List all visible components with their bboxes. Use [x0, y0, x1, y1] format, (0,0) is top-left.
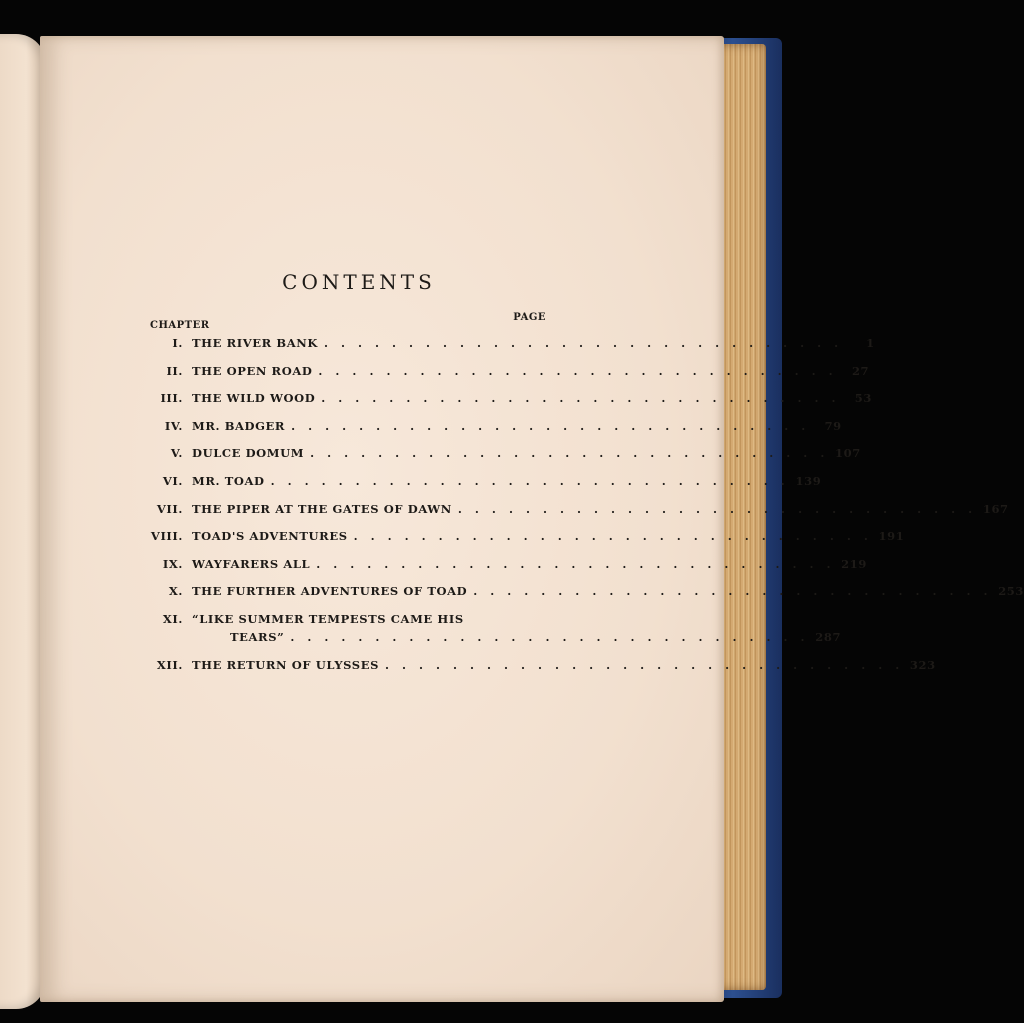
toc-entry: [144, 656, 936, 674]
dot-leader: . . . . . . . . . . . . . . . . . . . . . . . . . . . . . . .: [323, 336, 843, 350]
page-number: 79: [824, 418, 842, 433]
chapter-number: VIII.: [150, 529, 183, 544]
page-number: 139: [795, 473, 822, 488]
dot-leader: . . . . . . . . . . . . . . . . . . . . . . . . . . . . . . .: [310, 446, 829, 461]
toc-entry: [144, 472, 822, 490]
dot-leader: . . . . . . . . . . . . . . . . . . . . . . . . . . . . . . .: [291, 418, 810, 433]
dot-leader: . . . . . . . . . . . . . . . . . . . . . . . . . . . . . . .: [316, 556, 835, 571]
toc-entry: [144, 582, 1024, 600]
chapter-title: THE WILD WOOD: [192, 391, 316, 406]
chapter-title: THE PIPER AT THE GATES OF DAWN: [192, 501, 452, 516]
chapter-title: WAYFARERS ALL: [192, 556, 311, 571]
table-of-contents: [144, 270, 1024, 683]
chapter-title: DULCE DOMUM: [192, 446, 305, 461]
page-number: 219: [841, 556, 867, 571]
page-number: 323: [909, 657, 936, 672]
chapter-header: CHAPTER: [150, 320, 210, 331]
page-header: PAGE: [513, 312, 546, 323]
chapter-title: THE OPEN ROAD: [192, 363, 313, 378]
page-number: 53: [854, 391, 873, 406]
chapter-number: XII.: [156, 657, 183, 672]
chapter-title: TOAD'S ADVENTURES: [192, 529, 348, 544]
page-number: 191: [878, 529, 905, 544]
toc-entry: [144, 334, 875, 352]
page-number: 27: [851, 363, 870, 378]
chapter-number: IX.: [162, 556, 183, 571]
chapter-title: MR. BADGER: [192, 418, 286, 433]
chapter-title-continued: TEARS”: [230, 629, 285, 644]
chapter-number: IV.: [164, 418, 183, 433]
toc-entry: [144, 555, 867, 573]
dot-leader: . . . . . . . . . . . . . . . . . . . . . . . . . . . . . . .: [353, 529, 873, 544]
chapter-number: XI.: [162, 611, 183, 626]
column-headers: [144, 312, 554, 334]
chapter-number: VII.: [156, 501, 183, 516]
page-number: 167: [982, 501, 1009, 516]
toc-entry: [144, 444, 861, 462]
chapter-number: III.: [160, 391, 183, 406]
dot-leader: . . . . . . . . . . . . . . . . . . . . . . . . . . . . . . .: [290, 629, 810, 644]
chapter-title: THE RIVER BANK: [192, 336, 318, 350]
dot-leader: . . . . . . . . . . . . . . . . . . . . . . . . . . . . . . .: [457, 501, 977, 516]
page-number: 253: [998, 584, 1024, 599]
chapter-title: THE FURTHER ADVENTURES OF TOAD: [192, 584, 468, 599]
page-number: 107: [835, 446, 861, 461]
dot-leader: . . . . . . . . . . . . . . . . . . . . . . . . . . . . . . .: [318, 363, 838, 378]
page-title: CONTENTS: [282, 270, 436, 294]
toc-entry: [144, 417, 842, 435]
chapter-title: MR. TOAD: [192, 473, 265, 488]
chapter-number: I.: [172, 336, 183, 350]
dot-leader: . . . . . . . . . . . . . . . . . . . . . . . . . . . . . . .: [473, 584, 992, 599]
toc-entry: [144, 610, 842, 646]
toc-entry: [144, 527, 905, 545]
chapter-number: VI.: [162, 473, 183, 488]
chapter-number: V.: [170, 446, 183, 461]
toc-entry: [144, 389, 873, 407]
chapter-number: X.: [168, 584, 183, 599]
dot-leader: . . . . . . . . . . . . . . . . . . . . . . . . . . . . . . .: [384, 657, 904, 672]
chapter-title: “LIKE SUMMER TEMPESTS CAME HIS: [192, 611, 464, 626]
chapter-number: II.: [166, 363, 183, 378]
dot-leader: . . . . . . . . . . . . . . . . . . . . . . . . . . . . . . .: [270, 473, 790, 488]
toc-entry: [144, 500, 1009, 518]
toc-entry: [144, 362, 870, 380]
chapter-title: THE RETURN OF ULYSSES: [192, 657, 379, 672]
page-number: 1: [866, 336, 875, 350]
dot-leader: . . . . . . . . . . . . . . . . . . . . . . . . . . . . . . .: [321, 391, 841, 406]
page-number: 287: [815, 629, 842, 644]
